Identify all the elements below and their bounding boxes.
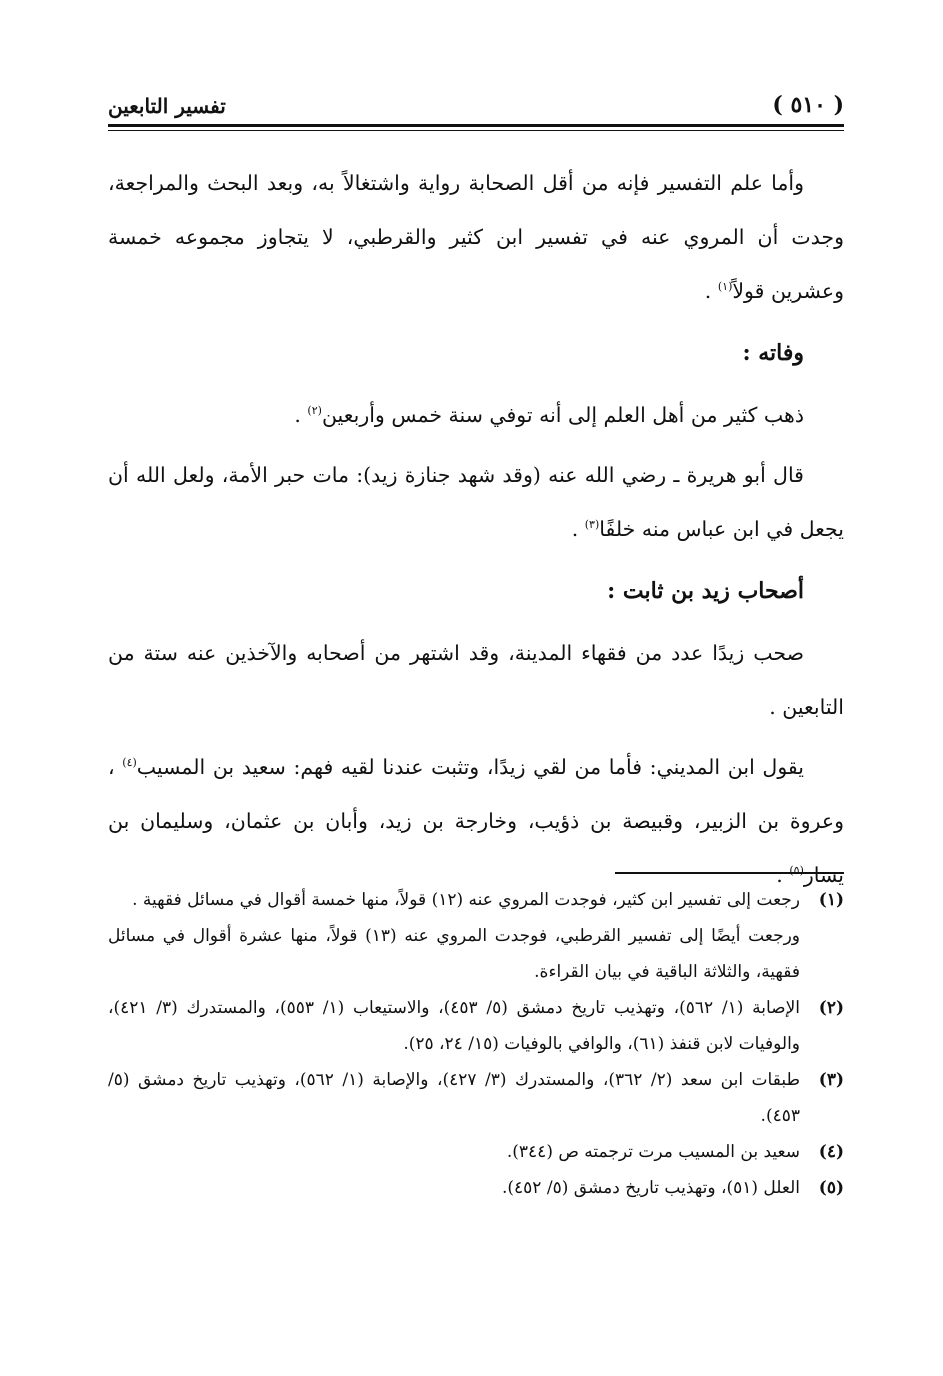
footnote-text: طبقات ابن سعد (٢/ ٣٦٢)، والمستدرك (٣/ ٤٢٧)، والإصابة (١/ ٥٦٢)، وتهذيب تاريخ دمشق (٥/ ٤٥٣). bbox=[108, 1070, 800, 1126]
paragraph-end: . bbox=[571, 517, 585, 541]
footnote-number: (١) bbox=[818, 890, 844, 910]
heading-companions: أصحاب زيد بن ثابت : bbox=[607, 578, 804, 604]
footnote-text: الإصابة (١/ ٥٦٢)، وتهذيب تاريخ دمشق (٥/ ٤٥٣)، والاستيعاب (١/ ٥٥٣)، والمستدرك (٣/ ٤٢١)، والوفيات لابن قنفذ (٦١)، والوافي بالوفيات (١٥/ ٢٤، ٢٥). bbox=[108, 998, 800, 1054]
footnote-number: (٤) bbox=[818, 1142, 844, 1162]
paragraph-end: . bbox=[776, 863, 790, 887]
footnotes bbox=[108, 882, 844, 1206]
footnote-separator bbox=[615, 872, 844, 874]
paragraph-text: وأما علم التفسير فإنه من أقل الصحابة رواية واشتغالاً به، وبعد البحث والمراجعة، وجدت أن المروي عنه في تفسير ابن كثير والقرطبي، لا يتجاوز مجموعه خمسة وعشرين قولاً bbox=[108, 171, 844, 303]
main-text bbox=[108, 156, 844, 908]
page-number: ( ٥١٠ ) bbox=[772, 92, 844, 118]
page-header bbox=[108, 92, 844, 122]
paragraph-tafsir bbox=[108, 156, 844, 318]
header-rule-thin bbox=[108, 130, 844, 131]
footnote-number: (٣) bbox=[818, 1070, 844, 1090]
footnote-ref-3: (٣) bbox=[584, 518, 600, 532]
running-title: تفسير التابعين bbox=[108, 94, 226, 118]
footnote-number: (٥) bbox=[818, 1178, 844, 1198]
heading-death: وفاته : bbox=[742, 340, 804, 366]
paragraph-text: يقول ابن المديني: فأما من لقي زيدًا، وتثبت عندنا لقيه فهم: سعيد بن المسيب bbox=[136, 755, 804, 779]
footnote-5 bbox=[108, 1170, 844, 1206]
footnote-text: العلل (٥١)، وتهذيب تاريخ دمشق (٥/ ٤٥٢). bbox=[502, 1178, 800, 1198]
paragraph-abu-hurayra bbox=[108, 448, 844, 556]
paragraph-text: ذهب كثير من أهل العلم إلى أنه توفي سنة خمس وأربعين bbox=[321, 403, 804, 427]
paragraph-end: . bbox=[704, 279, 718, 303]
footnote-number: (٢) bbox=[818, 998, 844, 1018]
footnote-text: رجعت إلى تفسير ابن كثير، فوجدت المروي عنه (١٢) قولاً، منها خمسة أقوال في مسائل فقهية . bbox=[132, 890, 800, 910]
paragraph-death-year bbox=[108, 388, 844, 442]
paragraph-companions: صحب زيدًا عدد من فقهاء المدينة، وقد اشتهر من أصحابه والآخذين عنه ستة من التابعين . bbox=[108, 641, 844, 719]
paragraph-end: . bbox=[294, 403, 308, 427]
footnote-ref-2: (٢) bbox=[307, 404, 322, 418]
paragraph-ibn-madini bbox=[108, 740, 844, 902]
header-rule bbox=[108, 124, 844, 127]
footnote-3 bbox=[108, 1062, 844, 1134]
paragraph-text: قال أبو هريرة ـ رضي الله عنه (وقد شهد جنازة زيد): مات حبر الأمة، ولعل الله أن يجعل في ابن عباس منه خلفًا bbox=[108, 463, 844, 541]
paragraph-text-continued: ، وعروة بن الزبير، وقبيصة بن ذؤيب، وخارجة بن زيد، وأبان بن عثمان، وسليمان بن يسار bbox=[108, 755, 844, 887]
footnote-text: سعيد بن المسيب مرت ترجمته ص (٣٤٤). bbox=[506, 1142, 800, 1162]
footnote-ref-1: (١) bbox=[717, 280, 733, 294]
footnote-ref-4: (٤) bbox=[122, 756, 137, 770]
footnote-1 bbox=[108, 882, 844, 918]
footnote-4 bbox=[108, 1134, 844, 1170]
footnote-1-continuation: ورجعت أيضًا إلى تفسير القرطبي، فوجدت المروي عنه (١٣) قولاً، منها عشرة أقوال في مسائل فقهية، والثلاثة الباقية في بيان القراءة. bbox=[108, 926, 800, 982]
footnote-ref-5: (٥) bbox=[789, 864, 804, 878]
footnote-2 bbox=[108, 990, 844, 1062]
